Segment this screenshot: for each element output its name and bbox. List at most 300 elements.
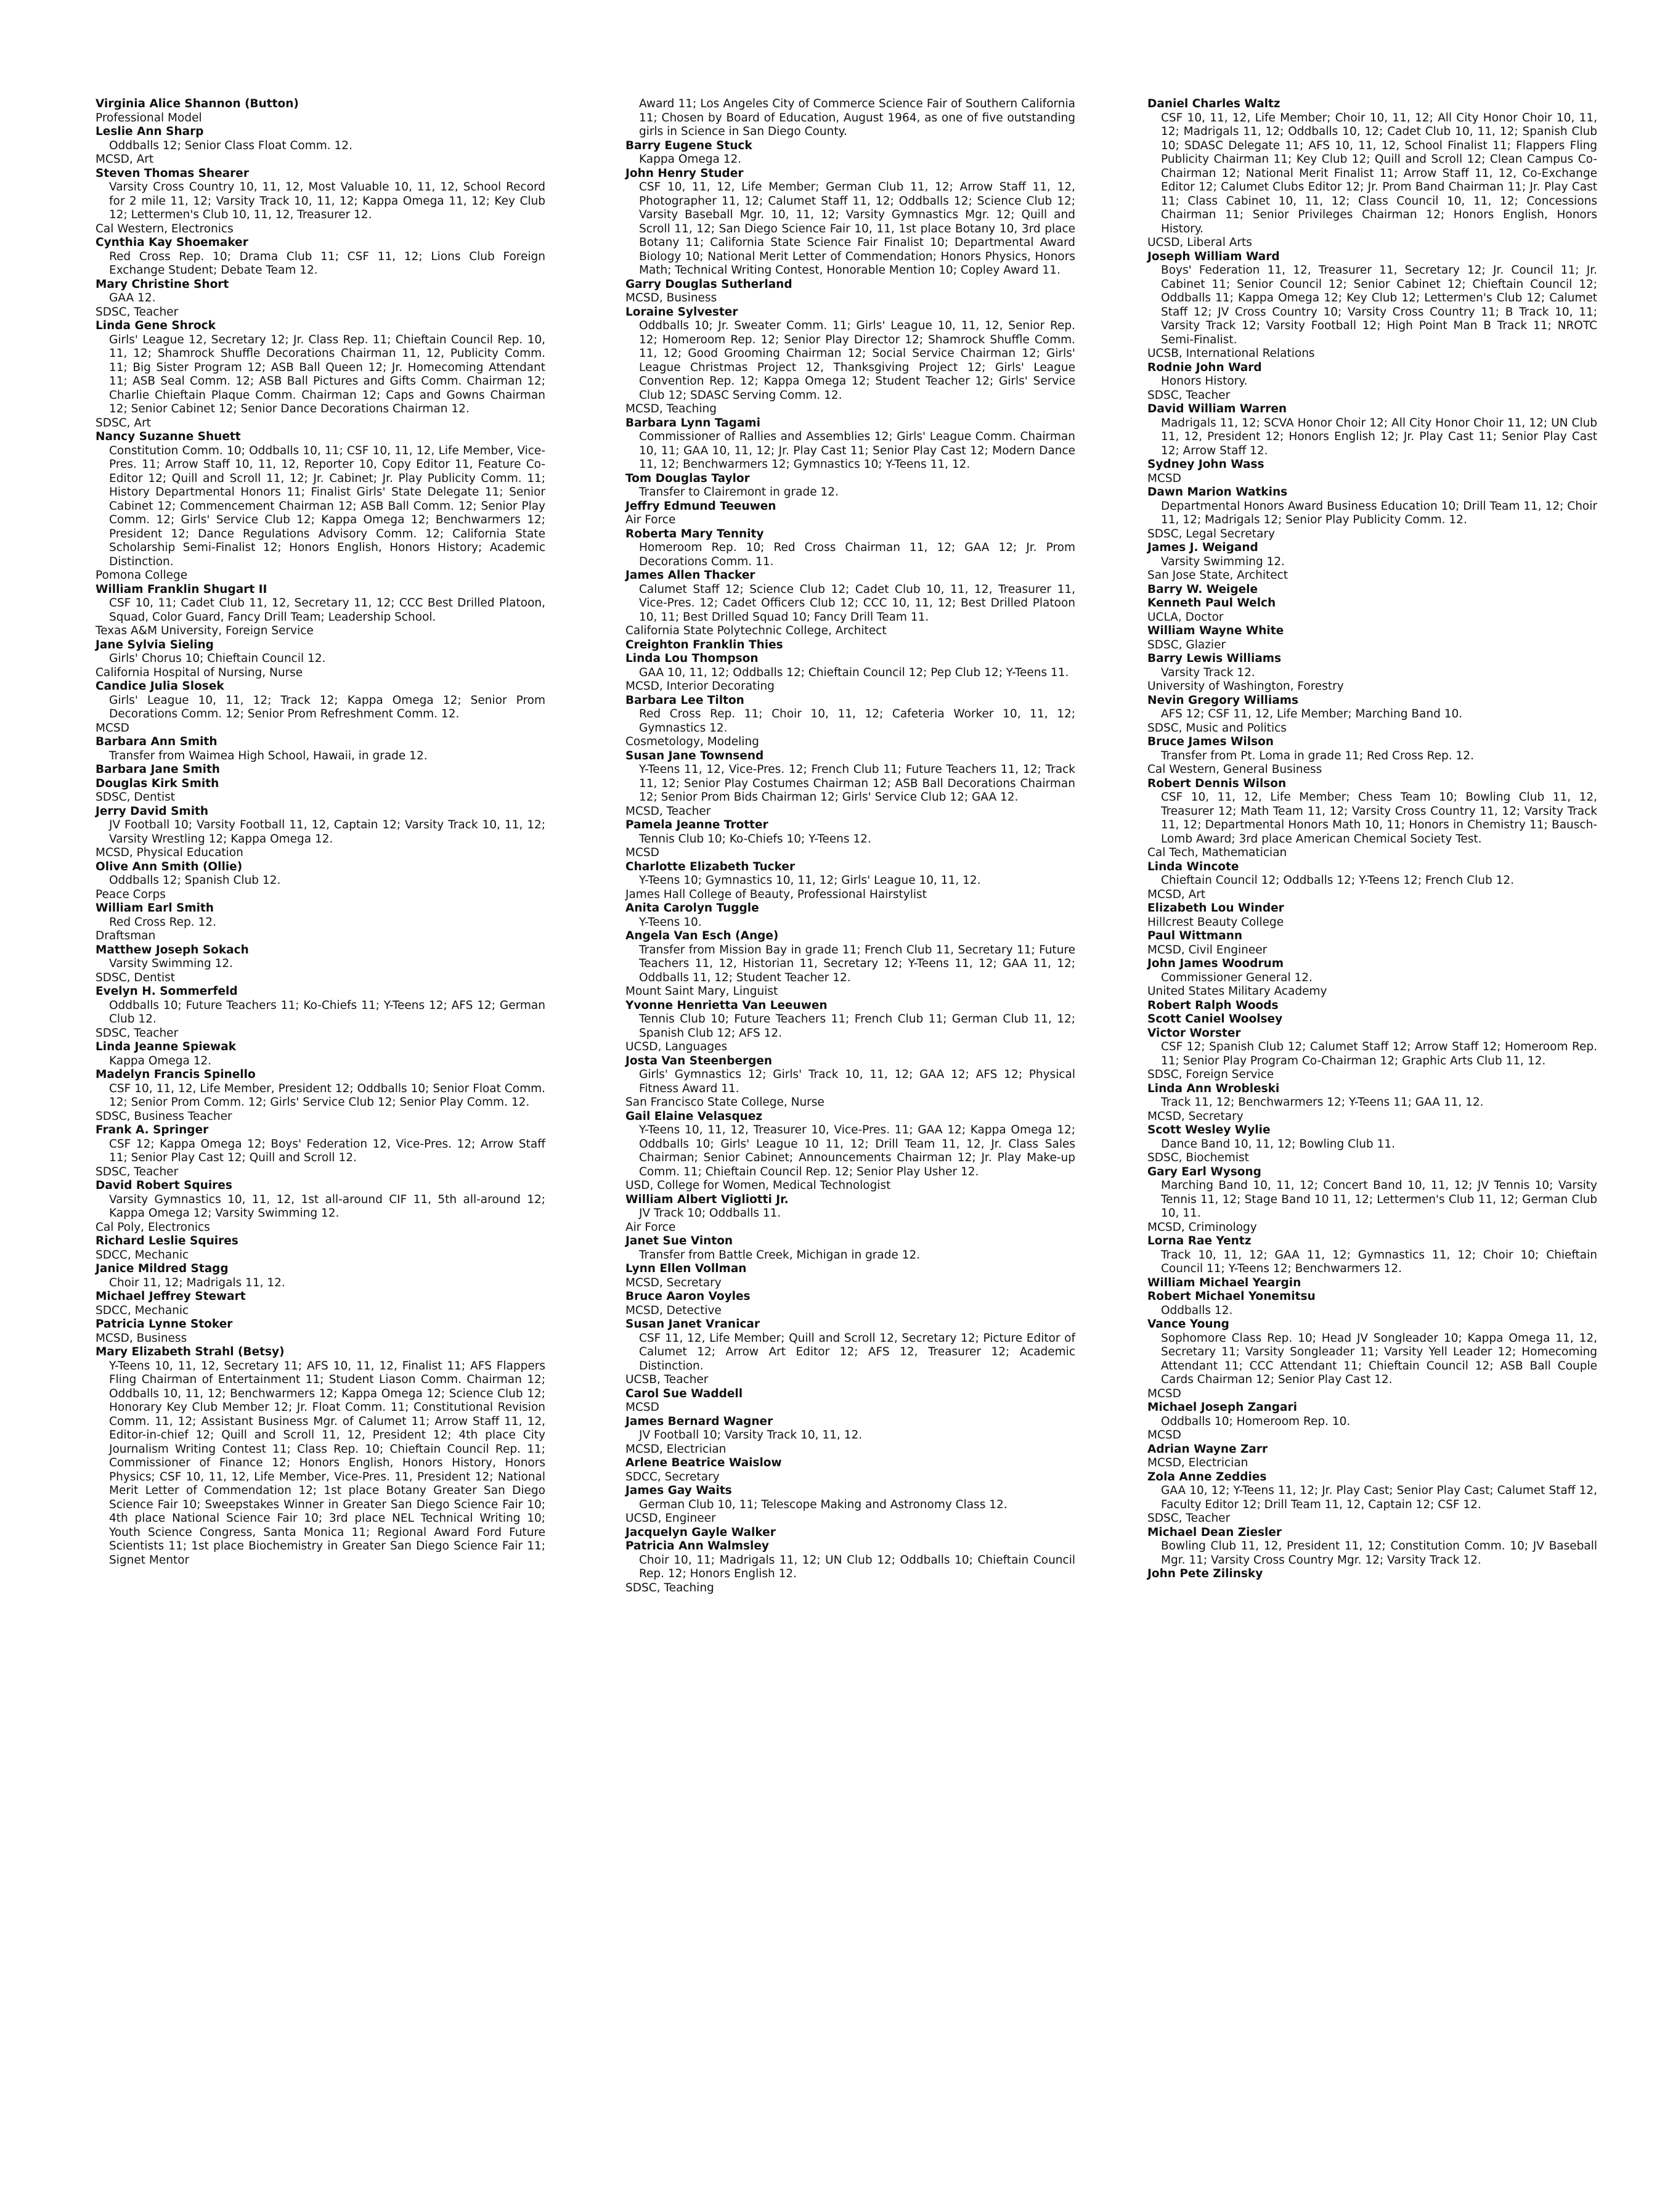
senior-name: Evelyn H. Sommerfeld — [96, 985, 238, 998]
senior-entry — [1147, 929, 1597, 957]
senior-name: Matthew Joseph Sokach — [96, 943, 249, 957]
senior-destination: Air Force — [625, 513, 676, 526]
senior-entry — [1147, 624, 1597, 652]
senior-destination: MCSD, Electrician — [625, 1442, 727, 1456]
senior-destination: UCSB, Teacher — [625, 1373, 709, 1386]
senior-activities: Honors History. — [1161, 375, 1248, 388]
senior-name: James Bernard Wagner — [625, 1414, 773, 1428]
senior-name: James Gay Waits — [625, 1484, 732, 1497]
senior-name: Scott Wesley Wylie — [1147, 1124, 1271, 1137]
senior-activities: Girls' Gymnastics 12; Girls' Track 10, 11, 12; GAA 12; AFS 12; Physical Fitness Award 11. — [639, 1068, 1075, 1095]
senior-activities: Varsity Swimming 12. — [109, 957, 233, 970]
senior-name: Mary Elizabeth Strahl (Betsy) — [96, 1345, 285, 1358]
senior-name: William Wayne White — [1147, 624, 1284, 637]
senior-activities: Transfer from Mission Bay in grade 11; French Club 11, Secretary 11; Future Teachers 11, 12, Historian 11, Secretary 12; Y-Teens 11, 12; GAA 11, 12; Oddballs 11, 12; Student Teacher 12. — [639, 943, 1075, 984]
senior-name: Loraine Sylvester — [625, 305, 738, 319]
senior-destination: University of Washington, Forestry — [1147, 680, 1344, 693]
senior-name: Anita Carolyn Tuggle — [625, 902, 759, 915]
senior-destination: UCSD, Liberal Arts — [1147, 236, 1252, 249]
senior-activities: Commissioner of Rallies and Assemblies 12; Girls' League Comm. Chairman 10, 11; GAA 10, 11, 12; Jr. Play Cast 11; Senior Play Cast 12; Modern Dance 11, 12; Benchwarmers 12; Gymnastics 10; Y-Teens 11, 12. — [639, 430, 1075, 471]
senior-destination: MCSD, Art — [96, 153, 154, 166]
senior-entry — [1147, 1318, 1597, 1401]
senior-entry — [96, 236, 545, 278]
senior-activities: Varsity Swimming 12. — [1161, 555, 1285, 568]
senior-destination: SDSC, Teacher — [1147, 1512, 1231, 1525]
senior-name: Barry W. Weigele — [1147, 582, 1258, 596]
senior-entry — [96, 1179, 545, 1235]
senior-name: Gary Earl Wysong — [1147, 1165, 1261, 1178]
senior-entry — [96, 944, 545, 986]
senior-activities: GAA 12. — [109, 292, 156, 304]
senior-destination: SDSC, Dentist — [96, 791, 176, 804]
senior-entry — [625, 749, 1075, 819]
senior-entry — [1147, 1082, 1597, 1124]
senior-name: Creighton Franklin Thies — [625, 638, 783, 651]
senior-entry — [625, 1456, 1075, 1484]
senior-name: Linda Jeanne Spiewak — [96, 1040, 237, 1053]
senior-activities: Oddballs 12; Spanish Club 12. — [109, 874, 281, 887]
senior-entry — [625, 97, 1075, 139]
senior-entry — [625, 1193, 1075, 1235]
senior-entry — [96, 278, 545, 320]
senior-destination: Hillcrest Beauty College — [1147, 915, 1284, 929]
senior-destination: SDCC, Mechanic — [96, 1248, 189, 1262]
senior-name: Linda Gene Shrock — [96, 319, 216, 332]
senior-name: Richard Leslie Squires — [96, 1235, 238, 1247]
senior-entry — [1147, 250, 1597, 361]
senior-name: Daniel Charles Waltz — [1147, 97, 1280, 110]
senior-entry — [625, 1055, 1075, 1110]
senior-destination: SDSC, Legal Secretary — [1147, 527, 1275, 541]
senior-activities: Madrigals 11, 12; SCVA Honor Choir 12; All City Honor Choir 11, 12; UN Club 11, 12, President 12; Honors English 12; Jr. Play Cast 11; Senior Play Cast 12; Arrow Staff 12. — [1161, 416, 1597, 457]
senior-destination: MCSD — [96, 721, 129, 735]
senior-name: Lorna Rae Yentz — [1147, 1235, 1252, 1247]
senior-name: Cynthia Kay Shoemaker — [96, 236, 248, 249]
senior-name: Angela Van Esch (Ange) — [625, 929, 779, 942]
senior-entry — [96, 639, 545, 680]
senior-entry — [96, 125, 545, 167]
senior-name: Linda Wincote — [1147, 860, 1239, 873]
senior-entry — [96, 319, 545, 430]
senior-entry — [1147, 1526, 1597, 1568]
senior-entry — [1147, 777, 1597, 860]
senior-name: Michael Joseph Zangari — [1147, 1401, 1297, 1414]
senior-name: Tom Douglas Taylor — [625, 471, 750, 485]
senior-name: Olive Ann Smith (Ollie) — [96, 860, 243, 873]
senior-activities: CSF 10, 11, 12, Life Member; Choir 10, 11, 12; All City Honor Choir 10, 11, 12; Madrigals 11, 12; Oddballs 10, 12; Cadet Club 10, 11, 12; Spanish Club 10; SDASC Delegate 11; AFS 10, 11, 12, School Finalist 11; Flappers Fling Publicity Chairman 11; Key Club 12; Quill and Scroll 12; Clean Campus Co-Chairman 12; National Merit Finalist 11; Arrow Staff 11, 12, Co-Exchange Editor 12; Calumet Clubs Editor 12; Jr. Prom Band Chairman 11; Jr. Play Cast 11; Class Cabinet 10, 11, 12; Class Council 10, 11, 12; Concessions Chairman 11; Senior Privileges Chairman 12; Honors English, Honors History. — [1161, 111, 1597, 235]
senior-destination: James Hall College of Beauty, Professional Hairstylist — [625, 888, 927, 901]
senior-name: Patricia Lynne Stoker — [96, 1318, 233, 1331]
senior-name: Dawn Marion Watkins — [1147, 486, 1288, 499]
senior-activities: Tennis Club 10; Future Teachers 11; French Club 11; German Club 11, 12; Spanish Club 12; AFS 12. — [639, 1013, 1075, 1040]
senior-destination: SDSC, Business Teacher — [96, 1109, 232, 1123]
senior-destination: Cal Poly, Electronics — [96, 1220, 210, 1234]
senior-activities: Transfer from Battle Creek, Michigan in grade 12. — [639, 1248, 921, 1262]
senior-entry — [96, 902, 545, 944]
senior-entry — [625, 417, 1075, 472]
senior-destination: USD, College for Women, Medical Technologist — [625, 1179, 891, 1192]
senior-entry — [96, 430, 545, 583]
senior-destination: Draftsman — [96, 929, 156, 942]
senior-name: Josta Van Steenbergen — [625, 1054, 773, 1067]
senior-entry — [96, 1235, 545, 1262]
senior-activities: Red Cross Rep. 11; Choir 10, 11, 12; Cafeteria Worker 10, 11, 12; Gymnastics 12. — [639, 708, 1075, 735]
senior-entry — [1147, 1235, 1597, 1276]
senior-destination: MCSD, Electrician — [1147, 1456, 1248, 1469]
senior-destination: SDSC, Foreign Service — [1147, 1068, 1274, 1081]
senior-destination: SDCC, Mechanic — [96, 1304, 189, 1317]
senior-activities: Varsity Cross Country 10, 11, 12, Most Valuable 10, 11, 12, School Record for 2 mile 11, 12; Varsity Track 10, 11, 12; Kappa Omega 11, 12; Key Club 12; Lettermen's Club 10, 11, 12, Treasurer 12. — [109, 181, 545, 221]
senior-activities: Dance Band 10, 11, 12; Bowling Club 11. — [1161, 1137, 1395, 1151]
senior-destination: MCSD, Secretary — [1147, 1109, 1244, 1123]
senior-name: Jacquelyn Gayle Walker — [625, 1525, 776, 1539]
senior-name: Mary Christine Short — [96, 277, 229, 291]
senior-entry — [1147, 541, 1597, 583]
senior-entry — [625, 1290, 1075, 1318]
senior-name: Leslie Ann Sharp — [96, 125, 204, 138]
senior-destination: California State Polytechnic College, Architect — [625, 624, 887, 637]
senior-name: William Albert Vigliotti Jr. — [625, 1193, 789, 1206]
senior-entry — [1147, 458, 1597, 486]
senior-activities: Tennis Club 10; Ko-Chiefs 10; Y-Teens 12. — [639, 832, 871, 846]
senior-activities: German Club 10, 11; Telescope Making and Astronomy Class 12. — [639, 1498, 1008, 1511]
senior-activities: Constitution Comm. 10; Oddballs 10, 11; CSF 10, 11, 12, Life Member, Vice-Pres. 11; Arrow Staff 10, 11, 12, Reporter 10, Copy Editor 11, Feature Co-Editor 12; Quill and Scroll 11, 12; Jr. Cabinet; Jr. Play Publicity Comm. 11; History Departmental Honors 11; Finalist Girls' State Delegate 11; Senior Cabinet 12; Commencement Chairman 12; ASB Ball Comm. 12; Senior Play Comm. 12; Girls' Service Club 12; Kappa Omega 12; Benchwarmers 12; President 12; Dance Regulations Advisory Comm. 12; California State Scholarship Semi-Finalist 12; Honors English, Honors History; Academic Distinction. — [109, 444, 545, 568]
senior-activities: Transfer from Pt. Loma in grade 11; Red Cross Rep. 12. — [1161, 749, 1474, 762]
senior-destination: SDSC, Teacher — [1147, 388, 1231, 402]
senior-entry — [625, 1540, 1075, 1595]
senior-entry — [625, 500, 1075, 528]
senior-activities: AFS 12; CSF 11, 12, Life Member; Marching Band 10. — [1161, 708, 1463, 720]
senior-activities: Marching Band 10, 11, 12; Concert Band 10, 11, 12; JV Tennis 10; Varsity Tennis 11, 12; Stage Band 10 11, 12; Lettermen's Club 11, 12; German Club 10, 11. — [1161, 1179, 1597, 1220]
senior-name: Gail Elaine Velasquez — [625, 1109, 763, 1123]
senior-destination: Mount Saint Mary, Linguist — [625, 985, 778, 998]
senior-activities: Varsity Gymnastics 10, 11, 12, 1st all-around CIF 11, 5th all-around 12; Kappa Omega 12; Varsity Swimming 12. — [109, 1193, 545, 1220]
senior-destination: UCLA, Doctor — [1147, 610, 1224, 624]
senior-activities: Boys' Federation 11, 12, Treasurer 11, Secretary 12; Jr. Council 11; Jr. Cabinet 11; Senior Council 12; Senior Cabinet 12; Chieftain Council 12; Oddballs 11; Kappa Omega 12; Key Club 12; Lettermen's Club 12; Calumet Staff 12; JV Cross Country 10; Varsity Cross Country 11; B Track 10, 11; Varsity Track 12; Varsity Football 12; High Point Man B Track 11; NROTC Semi-Finalist. — [1161, 264, 1597, 346]
senior-name: Steven Thomas Shearer — [96, 166, 249, 180]
senior-activities: GAA 10, 12; Y-Teens 11, 12; Jr. Play Cast; Senior Play Cast; Calumet Staff 12, Faculty Editor 12; Drill Team 11, 12, Captain 12; CSF 12. — [1161, 1484, 1597, 1511]
senior-name: Carol Sue Waddell — [625, 1387, 743, 1400]
senior-activities: JV Football 10; Varsity Football 11, 12, Captain 12; Varsity Track 10, 11, 12; Varsity Wrestling 12; Kappa Omega 12. — [109, 818, 545, 846]
senior-name: David Robert Squires — [96, 1179, 232, 1192]
senior-entry — [1147, 1276, 1597, 1291]
senior-activities: Y-Teens 10, 11, 12, Treasurer 10, Vice-Pres. 11; GAA 12; Kappa Omega 12; Oddballs 10; Girls' League 10 11, 12; Drill Team 11, 12, Jr. Class Sales Chairman; Senior Cabinet; Announcements Chairman 12; Jr. Play Make-up Comm. 11; Chieftain Council Rep. 12; Senior Play Usher 12. — [639, 1124, 1075, 1178]
senior-destination: SDSC, Teacher — [96, 1026, 179, 1040]
senior-entry — [96, 167, 545, 237]
senior-destination: MCSD, Teaching — [625, 402, 717, 415]
senior-name: Lynn Ellen Vollman — [625, 1262, 747, 1275]
senior-activities: Kappa Omega 12. — [109, 1054, 212, 1067]
senior-destination: MCSD, Secretary — [625, 1276, 722, 1289]
senior-destination: SDSC, Music and Politics — [1147, 721, 1287, 735]
senior-destination: San Jose State, Architect — [1147, 569, 1289, 582]
senior-activities: Oddballs 10; Jr. Sweater Comm. 11; Girls' League 10, 11, 12, Senior Rep. 12; Homeroom Rep. 12; Senior Play Director 12; Shamrock Shuffle Comm. 11, 12; Good Grooming Chairman 12; Social Service Chairman 12; Girls' League Christmas Project 12, Thanksgiving Project 12; Girls' League Convention Rep. 12; Kappa Omega 12; Student Teacher 12; Girls' Service Club 12; SDASC Serving Comm. 12. — [639, 319, 1075, 402]
senior-activities: Y-Teens 11, 12, Vice-Pres. 12; French Club 11; Future Teachers 11, 12; Track 11, 12; Senior Play Costumes Chairman 12; ASB Ball Decorations Chairman 12; Senior Prom Bids Chairman 12; Girls' Service Club 12; GAA 12. — [639, 763, 1075, 804]
senior-activities: Track 10, 11, 12; GAA 11, 12; Gymnastics 11, 12; Choir 10; Chieftain Council 11; Y-Teens 12; Benchwarmers 12. — [1161, 1248, 1597, 1275]
senior-activities: CSF 10, 11, 12, Life Member; German Club 11, 12; Arrow Staff 11, 12, Photographer 11, 12; Calumet Staff 11, 12; Oddballs 12; Science Club 12; Varsity Baseball Mgr. 10, 11, 12; Varsity Gymnastics Mgr. 12; Quill and Scroll 11, 12; San Diego Science Fair 10, 11, 1st place Botany 10, 3rd place Botany 11; California State Science Fair Finalist 10; Departmental Award Biology 10; National Merit Letter of Commendation; Honors Physics, Honors Math; Technical Writing Contest, Honorable Mention 10; Copley Award 11. — [639, 181, 1075, 277]
senior-activities: JV Track 10; Oddballs 11. — [639, 1207, 781, 1220]
senior-destination: MCSD, Civil Engineer — [1147, 943, 1268, 957]
senior-destination: MCSD — [1147, 471, 1181, 485]
senior-destination: SDSC, Teaching — [625, 1581, 714, 1594]
senior-name: Charlotte Elizabeth Tucker — [625, 860, 796, 873]
senior-name: Bruce Aaron Voyles — [625, 1290, 751, 1303]
senior-destination: Cal Western, Electronics — [96, 222, 234, 235]
senior-entry — [96, 805, 545, 860]
senior-name: Robert Dennis Wilson — [1147, 777, 1287, 790]
senior-name: Scott Caniel Woolsey — [1147, 1013, 1283, 1026]
senior-activities: Award 11; Los Angeles City of Commerce Science Fair of Southern California 11; Chosen by Board of Education, August 1964, as one of five outstanding girls in Science in San Diego County. — [639, 97, 1075, 138]
senior-name: Pamela Jeanne Trotter — [625, 818, 768, 831]
senior-entry — [625, 139, 1075, 167]
senior-entry — [625, 472, 1075, 500]
senior-destination: Texas A&M University, Foreign Service — [96, 624, 314, 637]
senior-entry — [1147, 860, 1597, 902]
senior-entry — [96, 1068, 545, 1124]
senior-entry — [625, 528, 1075, 569]
senior-name: Linda Ann Wrobleski — [1147, 1082, 1280, 1095]
senior-name: Barbara Jane Smith — [96, 763, 220, 776]
senior-entry — [625, 860, 1075, 902]
senior-name: Susan Jane Townsend — [625, 749, 764, 762]
senior-entry — [1147, 1165, 1597, 1235]
senior-entry — [1147, 1290, 1597, 1318]
senior-name: Madelyn Francis Spinello — [96, 1068, 256, 1081]
senior-name: Sydney John Wass — [1147, 458, 1264, 471]
senior-activities: Homeroom Rep. 10; Red Cross Chairman 11, 12; GAA 12; Jr. Prom Decorations Comm. 11. — [639, 541, 1075, 568]
senior-destination: Pomona College — [96, 569, 188, 582]
senior-entry — [96, 97, 545, 125]
senior-name: Barbara Lee Tilton — [625, 693, 744, 707]
senior-name: James J. Weigand — [1147, 541, 1258, 554]
senior-activities: Chieftain Council 12; Oddballs 12; Y-Teens 12; French Club 12. — [1161, 874, 1515, 887]
senior-activities: GAA 10, 11, 12; Oddballs 12; Chieftain Council 12; Pep Club 12; Y-Teens 11. — [639, 666, 1069, 679]
senior-entry — [1147, 999, 1597, 1013]
senior-name: John Henry Studer — [625, 166, 744, 180]
senior-entry — [625, 1235, 1075, 1262]
senior-entry — [1147, 735, 1597, 777]
senior-name: Janet Sue Vinton — [625, 1235, 733, 1247]
senior-activities: Oddballs 10; Future Teachers 11; Ko-Chiefs 11; Y-Teens 12; AFS 12; German Club 12. — [109, 998, 545, 1026]
senior-destination: MCSD, Teacher — [625, 804, 711, 818]
senior-activities: Calumet Staff 12; Science Club 12; Cadet Club 10, 11, 12, Treasurer 11, Vice-Pres. 12; Cadet Officers Club 12; CCC 10, 11, 12; Best Drilled Platoon 10, 11; Best Drilled Squad 10; Fancy Drill Team 11. — [639, 582, 1075, 624]
senior-activities: Y-Teens 10; Gymnastics 10, 11, 12; Girls' League 10, 11, 12. — [639, 874, 981, 887]
senior-activities: Choir 11, 12; Madrigals 11, 12. — [109, 1276, 285, 1289]
senior-activities: Girls' League 12, Secretary 12; Jr. Class Rep. 11; Chieftain Council Rep. 10, 11, 12; Shamrock Shuffle Decorations Chairman 11, 12, Publicity Comm. 11; Big Sister Program 12; ASB Ball Queen 12; Jr. Homecoming Attendant 11; ASB Seal Comm. 12; ASB Ball Pictures and Gifts Comm. Chairman 12; Charlie Chieftain Plaque Comm. Chairman 12; Caps and Gowns Chairman 12; Senior Cabinet 12; Senior Dance Decorations Chairman 12. — [109, 333, 545, 415]
senior-destination: MCSD — [625, 846, 659, 859]
senior-entry — [96, 680, 545, 735]
senior-entry — [1147, 1567, 1597, 1581]
senior-name: Kenneth Paul Welch — [1147, 597, 1276, 610]
senior-name: David William Warren — [1147, 402, 1287, 415]
senior-entry — [1147, 902, 1597, 929]
senior-name: Frank A. Springer — [96, 1124, 209, 1137]
senior-name: Jerry David Smith — [96, 804, 209, 818]
senior-name: Douglas Kirk Smith — [96, 777, 219, 790]
senior-name: Candice Julia Slosek — [96, 680, 224, 693]
senior-destination: SDSC, Biochemist — [1147, 1151, 1249, 1164]
senior-name: Roberta Mary Tennity — [625, 527, 764, 541]
senior-name: Garry Douglas Sutherland — [625, 277, 792, 291]
senior-entry — [625, 306, 1075, 417]
senior-entry — [625, 1262, 1075, 1290]
senior-entry — [1147, 957, 1597, 999]
senior-activities: Track 11, 12; Benchwarmers 12; Y-Teens 11; GAA 11, 12. — [1161, 1096, 1484, 1109]
senior-name: Jeffry Edmund Teeuwen — [625, 499, 776, 513]
column-middle — [625, 97, 1075, 1595]
senior-activities: CSF 11, 12, Life Member; Quill and Scroll 12, Secretary 12; Picture Editor of Calumet 12; Arrow Art Editor 12; AFS 12, Treasurer 12; Academic Distinction. — [639, 1331, 1075, 1373]
senior-activities: Girls' Chorus 10; Chieftain Council 12. — [109, 652, 326, 665]
senior-activities: Red Cross Rep. 10; Drama Club 11; CSF 11, 12; Lions Club Foreign Exchange Student; Debate Team 12. — [109, 250, 545, 277]
senior-name: Robert Michael Yonemitsu — [1147, 1290, 1316, 1303]
senior-destination: MCSD — [625, 1401, 659, 1414]
senior-activities: CSF 12; Spanish Club 12; Calumet Staff 12; Arrow Staff 12; Homeroom Rep. 11; Senior Play Program Co-Chairman 12; Graphic Arts Club 11, 12. — [1161, 1040, 1597, 1067]
senior-destination: MCSD, Business — [625, 292, 717, 304]
senior-name: Linda Lou Thompson — [625, 652, 759, 665]
senior-entry — [625, 999, 1075, 1055]
senior-activities: Bowling Club 11, 12, President 11, 12; Constitution Comm. 10; JV Baseball Mgr. 11; Varsity Cross Country Mgr. 12; Varsity Track 12. — [1161, 1540, 1597, 1567]
senior-entry — [625, 639, 1075, 653]
senior-destination: United States Military Academy — [1147, 985, 1327, 998]
senior-entry — [1147, 1124, 1597, 1165]
senior-entry — [96, 1318, 545, 1345]
senior-destination: SDSC, Teacher — [96, 1165, 179, 1178]
senior-activities: JV Football 10; Varsity Track 10, 11, 12. — [639, 1429, 863, 1442]
senior-entry — [1147, 597, 1597, 624]
senior-destination: MCSD, Business — [96, 1331, 187, 1345]
senior-name: Paul Wittmann — [1147, 929, 1243, 942]
senior-destination: Professional Model — [96, 111, 202, 124]
senior-destination: MCSD, Criminology — [1147, 1220, 1257, 1234]
senior-destination: SDSC, Teacher — [96, 305, 179, 319]
senior-entry — [1147, 694, 1597, 736]
senior-name: Michael Jeffrey Stewart — [96, 1290, 246, 1303]
senior-name: Joseph William Ward — [1147, 250, 1280, 263]
senior-destination: SDSC, Glazier — [1147, 638, 1226, 651]
senior-entry — [1147, 1443, 1597, 1471]
senior-activities: Oddballs 10; Homeroom Rep. 10. — [1161, 1414, 1351, 1428]
senior-entry — [96, 1262, 545, 1290]
senior-activities: CSF 12; Kappa Omega 12; Boys' Federation 12, Vice-Pres. 12; Arrow Staff 11; Senior Play Cast 12; Quill and Scroll 12. — [109, 1137, 545, 1164]
senior-name: Vance Young — [1147, 1318, 1229, 1331]
senior-activities: Kappa Omega 12. — [639, 153, 742, 166]
senior-name: Susan Janet Vranicar — [625, 1318, 760, 1331]
senior-destination: MCSD, Interior Decorating — [625, 680, 775, 693]
senior-destination: MCSD, Art — [1147, 888, 1206, 901]
senior-destination: UCSD, Engineer — [625, 1512, 716, 1525]
senior-name: William Franklin Shugart II — [96, 582, 267, 596]
senior-entry — [625, 1526, 1075, 1540]
senior-entry — [1147, 1401, 1597, 1443]
senior-entry — [1147, 652, 1597, 694]
senior-name: John Pete Zilinsky — [1147, 1567, 1263, 1580]
senior-destination: Cal Western, General Business — [1147, 763, 1322, 776]
senior-destination: Peace Corps — [96, 888, 166, 901]
senior-entry — [625, 1484, 1075, 1526]
senior-entry — [625, 694, 1075, 749]
senior-name: William Michael Yeargin — [1147, 1276, 1301, 1289]
senior-entry — [625, 652, 1075, 694]
senior-entry — [1147, 1471, 1597, 1526]
senior-destination: San Francisco State College, Nurse — [625, 1096, 824, 1109]
senior-entry — [625, 902, 1075, 929]
senior-entry — [96, 860, 545, 902]
senior-destination: Air Force — [625, 1220, 676, 1234]
senior-activities: CSF 10, 11, 12, Life Member, President 12; Oddballs 10; Senior Float Comm. 12; Senior Prom Comm. 12; Girls' Service Club 12; Senior Play Comm. 12. — [109, 1082, 545, 1109]
senior-entry — [96, 1124, 545, 1179]
senior-entry — [96, 735, 545, 763]
senior-destination: MCSD — [1147, 1429, 1181, 1442]
senior-entry — [96, 763, 545, 777]
senior-entry — [625, 278, 1075, 306]
senior-name: Janice Mildred Stagg — [96, 1262, 229, 1275]
column-right — [1147, 97, 1597, 1581]
senior-activities: Transfer to Clairemont in grade 12. — [639, 486, 839, 499]
senior-destination: UCSB, International Relations — [1147, 347, 1315, 360]
senior-entry — [625, 167, 1075, 278]
senior-name: Adrian Wayne Zarr — [1147, 1442, 1268, 1456]
senior-entry — [625, 929, 1075, 999]
senior-name: Arlene Beatrice Waislow — [625, 1456, 782, 1469]
senior-name: Yvonne Henrietta Van Leeuwen — [625, 998, 828, 1012]
senior-name: Rodnie John Ward — [1147, 361, 1262, 374]
senior-activities: CSF 10, 11; Cadet Club 11, 12, Secretary 11, 12; CCC Best Drilled Platoon, Squad, Color Guard, Fancy Drill Team; Leadership School. — [109, 597, 545, 624]
senior-name: Michael Dean Ziesler — [1147, 1525, 1282, 1539]
senior-activities: Oddballs 12; Senior Class Float Comm. 12. — [109, 139, 352, 152]
senior-name: James Allen Thacker — [625, 569, 755, 582]
senior-entry — [1147, 583, 1597, 597]
senior-name: Barry Lewis Williams — [1147, 652, 1282, 665]
senior-entry — [96, 583, 545, 639]
senior-name: Robert Ralph Woods — [1147, 998, 1279, 1012]
senior-destination: California Hospital of Nursing, Nurse — [96, 666, 303, 679]
senior-name: Victor Worster — [1147, 1026, 1241, 1040]
senior-name: Virginia Alice Shannon (Button) — [96, 97, 299, 110]
senior-name: Patricia Ann Walmsley — [625, 1540, 769, 1553]
senior-entry — [625, 1318, 1075, 1387]
senior-entry — [1147, 97, 1597, 250]
senior-activities: Commissioner General 12. — [1161, 971, 1313, 984]
senior-entry — [1147, 402, 1597, 458]
senior-activities: Oddballs 12. — [1161, 1304, 1233, 1317]
senior-destination: MCSD, Physical Education — [96, 846, 243, 859]
senior-name: Elizabeth Lou Winder — [1147, 902, 1284, 915]
senior-activities: Y-Teens 10. — [639, 915, 702, 929]
senior-entry — [96, 777, 545, 805]
senior-entry — [96, 1040, 545, 1068]
senior-name: Zola Anne Zeddies — [1147, 1470, 1267, 1484]
senior-destination: SDSC, Dentist — [96, 971, 176, 984]
senior-name: John James Woodrum — [1147, 957, 1284, 970]
senior-name: Bruce James Wilson — [1147, 735, 1274, 748]
senior-entry — [625, 1387, 1075, 1415]
senior-activities: Choir 10, 11; Madrigals 11, 12; UN Club 12; Oddballs 10; Chieftain Council Rep. 12; Honors English 12. — [639, 1553, 1075, 1580]
senior-name: William Earl Smith — [96, 902, 214, 915]
senior-entry — [1147, 486, 1597, 541]
senior-entry — [96, 1345, 545, 1567]
senior-entry — [625, 1415, 1075, 1457]
senior-destination: MCSD — [1147, 1387, 1181, 1400]
senior-entry — [625, 1110, 1075, 1193]
senior-activities: CSF 10, 11, 12, Life Member; Chess Team 10; Bowling Club 11, 12, Treasurer 12; Math Team 11, 12; Varsity Cross Country 11, 12; Varsity Track 11, 12; Departmental Honors Math 10, 11; Honors in Chemistry 11; Bausch-Lomb Award; 3rd place American Chemical Society Test. — [1161, 791, 1597, 846]
senior-activities: Varsity Track 12. — [1161, 666, 1255, 679]
senior-name: Nevin Gregory Williams — [1147, 693, 1299, 707]
senior-name: Jane Sylvia Sieling — [96, 638, 214, 651]
senior-entry — [1147, 1027, 1597, 1082]
senior-activities: Sophomore Class Rep. 10; Head JV Songleader 10; Kappa Omega 11, 12, Secretary 11; Varsity Songleader 11; Varsity Yell Leader 12; Homecoming Attendant 11; CCC Attendant 11; Chieftain Council 12; ASB Ball Couple Cards Chairman 12; Senior Play Cast 12. — [1161, 1331, 1597, 1386]
senior-destination: SDCC, Secretary — [625, 1470, 720, 1484]
senior-entry — [625, 818, 1075, 860]
